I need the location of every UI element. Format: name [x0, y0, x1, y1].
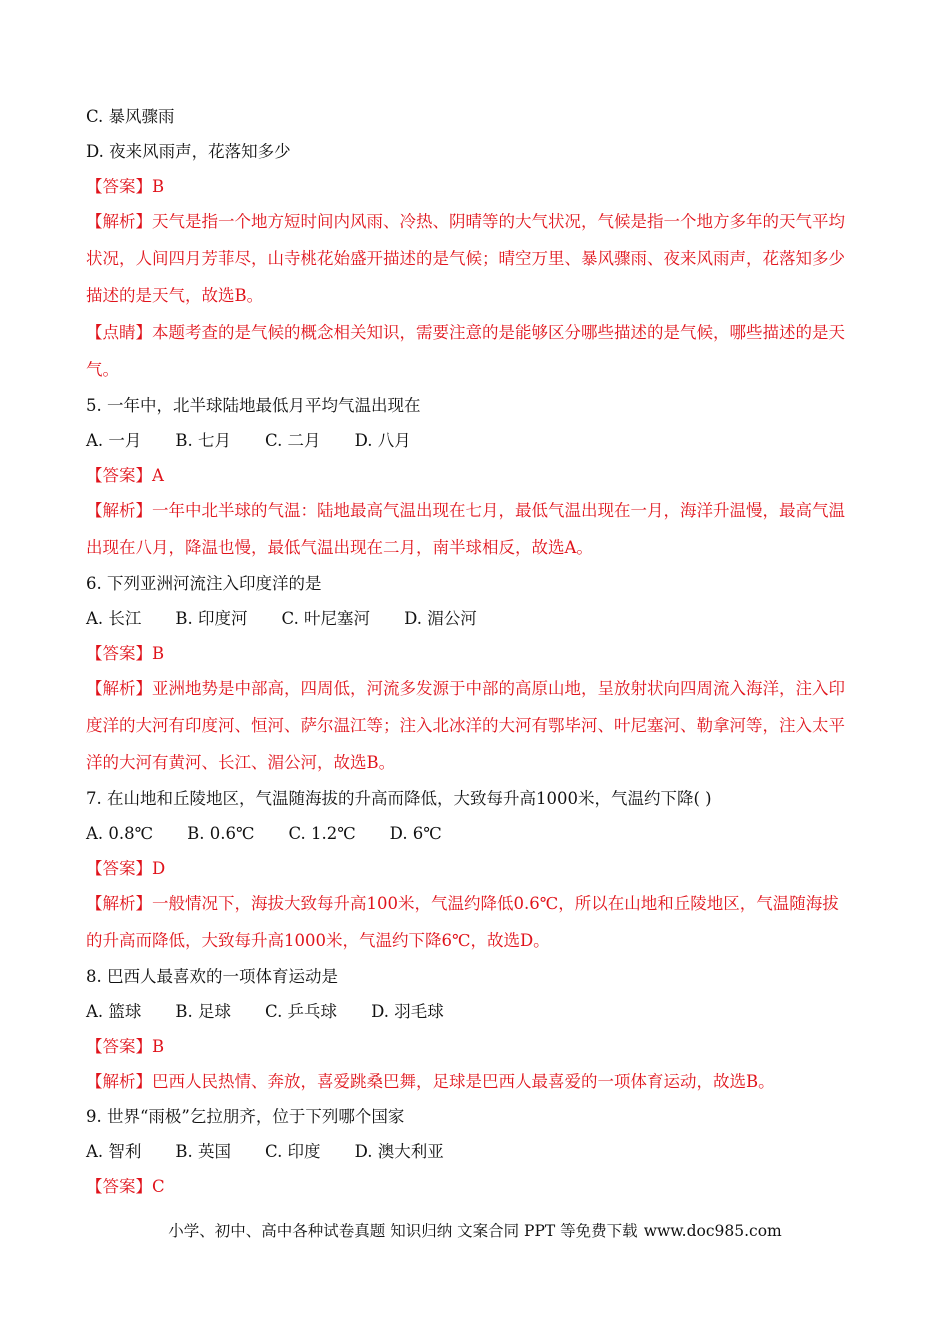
option-d: D. 湄公河: [404, 609, 477, 628]
answer-options: [86, 824, 866, 844]
answer-options: [86, 609, 866, 629]
option-a: A. 一月: [86, 431, 142, 450]
analysis-line: 状况，人间四月芳菲尽，山寺桃花始盛开描述的是气候；晴空万里、暴风骤雨、夜来风雨声，花落知多少: [86, 249, 845, 268]
option-b: B. 0.6℃: [187, 824, 255, 843]
option-b: B. 足球: [175, 1002, 232, 1021]
answer-line: 【答案】B: [86, 177, 165, 196]
tip-line: 【点睛】本题考查的是气候的概念相关知识，需要注意的是能够区分哪些描述的是气候，哪些描述的是天: [86, 323, 845, 342]
analysis-line: 【解析】天气是指一个地方短时间内风雨、冷热、阴晴等的大气状况，气候是指一个地方多年的天气平均: [86, 212, 845, 231]
option-c: C. 乒乓球: [265, 1002, 338, 1021]
option-d: D. 6℃: [389, 824, 442, 843]
question-line: 7. 在山地和丘陵地区，气温随海拔的升高而降低，大致每升高1000米，气温约下降( ): [86, 789, 712, 808]
analysis-line: 洋的大河有黄河、长江、湄公河，故选B。: [86, 753, 396, 772]
footer-url[interactable]: www.doc985.com: [643, 1222, 782, 1240]
answer-options: [86, 431, 866, 451]
question-line: 5. 一年中，北半球陆地最低月平均气温出现在: [86, 396, 421, 415]
analysis-line: 度洋的大河有印度河、恒河、萨尔温江等；注入北冰洋的大河有鄂毕河、叶尼塞河、勒拿河等，注入太平: [86, 716, 845, 735]
analysis-line: 描述的是天气，故选B。: [86, 286, 264, 305]
answer-line: 【答案】B: [86, 1037, 165, 1056]
text-line: D. 夜来风雨声，花落知多少: [86, 142, 291, 161]
option-a: A. 长江: [86, 609, 142, 628]
question-line: 8. 巴西人最喜欢的一项体育运动是: [86, 967, 338, 986]
answer-line: 【答案】D: [86, 859, 166, 878]
answer-line: 【答案】B: [86, 644, 165, 663]
option-c: C. 二月: [265, 431, 321, 450]
option-c: C. 叶尼塞河: [281, 609, 371, 628]
analysis-line: 【解析】一般情况下，海拔大致每升高100米，气温约降低0.6℃，所以在山地和丘陵地区，气温随海拔: [86, 894, 839, 913]
analysis-line: 气。: [86, 360, 119, 379]
question-line: 6. 下列亚洲河流注入印度洋的是: [86, 574, 322, 593]
answer-line: 【答案】C: [86, 1177, 165, 1196]
option-d: D. 澳大利亚: [354, 1142, 444, 1161]
answer-options: [86, 1142, 866, 1162]
option-a: A. 智利: [86, 1142, 142, 1161]
analysis-line: 【解析】亚洲地势是中部高，四周低，河流多发源于中部的高原山地，呈放射状向四周流入海洋，注入印: [86, 679, 845, 698]
option-c: C. 1.2℃: [288, 824, 356, 843]
option-a: A. 0.8℃: [86, 824, 154, 843]
analysis-line: 的升高而降低，大致每升高1000米，气温约下降6℃，故选D。: [86, 931, 550, 950]
analysis-line: 【解析】一年中北半球的气温：陆地最高气温出现在七月，最低气温出现在一月，海洋升温慢，最高气温: [86, 501, 845, 520]
answer-options: [86, 1002, 866, 1022]
option-b: B. 印度河: [175, 609, 248, 628]
option-d: D. 八月: [354, 431, 411, 450]
answer-line: 【答案】A: [86, 466, 164, 485]
option-c: C. 印度: [265, 1142, 321, 1161]
page-footer: [0, 1221, 950, 1241]
option-a: A. 篮球: [86, 1002, 142, 1021]
text-line: C. 暴风骤雨: [86, 107, 175, 126]
option-b: B. 七月: [175, 431, 232, 450]
option-b: B. 英国: [175, 1142, 232, 1161]
analysis-line: 出现在八月，降温也慢，最低气温出现在二月，南半球相反，故选A。: [86, 538, 593, 557]
question-line: 9. 世界“雨极”乞拉朋齐，位于下列哪个国家: [86, 1107, 405, 1126]
analysis-line: 【解析】巴西人民热情、奔放，喜爱跳桑巴舞，足球是巴西人最喜爱的一项体育运动，故选B。: [86, 1072, 775, 1091]
option-d: D. 羽毛球: [371, 1002, 444, 1021]
footer-text: 小学、初中、高中各种试卷真题 知识归纳 文案合同 PPT 等免费下载: [168, 1222, 638, 1240]
